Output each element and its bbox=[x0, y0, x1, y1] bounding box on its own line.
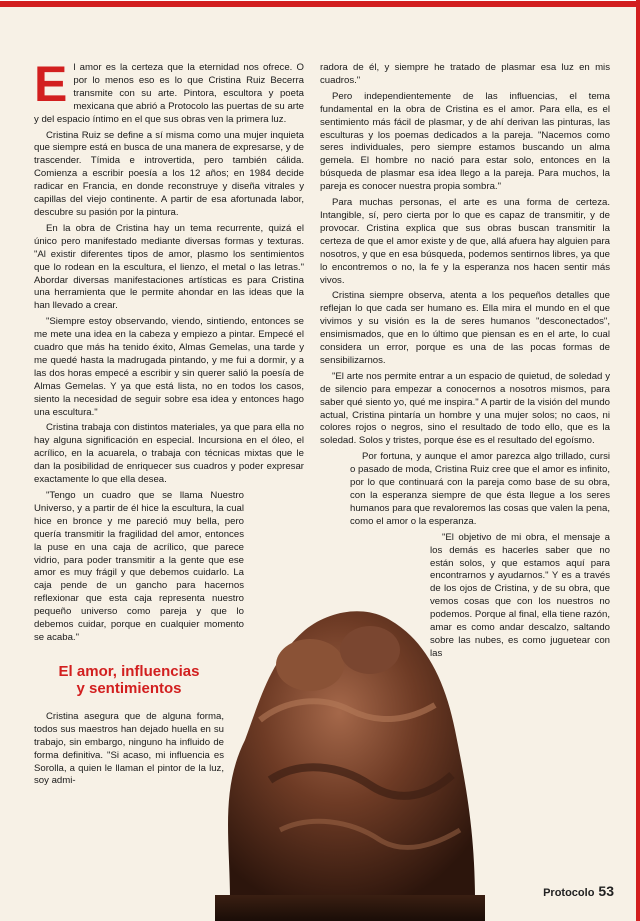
bronze-sculpture-illustration bbox=[190, 590, 500, 921]
page-footer bbox=[543, 883, 614, 899]
top-accent-bar bbox=[0, 0, 640, 7]
paragraph: En la obra de Cristina hay un tema recurrente, quizá el único pero manifestado mediante diversas formas y texturas. "Al existir diferentes tipos de amor, plasmo los sentimientos que lo rodean en la escultura, el lienzo, el metal o las letras." Abordar diversas manifestaciones artísticas es para Cristina una herramienta que le permite ahondar en las ideas que la han llevado a crear. bbox=[34, 222, 304, 312]
paragraph: "Siempre estoy observando, viendo, sintiendo, entonces se me mete una idea en la cabeza y empiezo a pintar. Empecé el cuadro que más ha tenido éxito, Almas Gemelas, una tarde y me quedé hasta la madrugada pintando, y me fui a dormir, y a las dos horas empecé a escribir y sin querer salió la poesía de Almas Gemelas. Y ya que está lista, no en todos los casos, siento la necesidad de seguir sobre esa idea y entonces hago una escultura." bbox=[34, 316, 304, 418]
right-column bbox=[320, 62, 610, 664]
paragraph: "El objetivo de mi obra, el mensaje a los demás es hacerles saber que no están solos, y que estamos aquí para encontrarnos y ayudarnos." Y es a través de los ojos de Cristina, y de su obra, que vemos cosas que con los nuestros no podemos. Porque al final, ella tiene razón, amar es como andar descalzo, saltando sobre las nubes, es como juguetear con las bbox=[430, 531, 610, 659]
page-number: 53 bbox=[598, 883, 614, 899]
paragraph: Cristina asegura que de alguna forma, todos sus maestros han dejado huella en su trabajo, sin embargo, ninguno ha influido de forma definitiva. "Si acaso, mi influencia es Sorolla, a quien le llaman el pintor de la luz, soy admi- bbox=[34, 710, 224, 787]
dropcap: E bbox=[34, 56, 68, 112]
paragraph: "El arte nos permite entrar a un espacio de quietud, de soledad y de silencio para empezar a conocernos a nosotros mismos, para saber qué siento yo, qué me inspira." A partir de la visión del mundo actual, Cristina pintaría un hombre y una mujer solos; no caos, ni colores rojos o negros, sino el resultado de todo ello, que es la soledad. Solos y tristes, porque ése es el resultado del egoísmo. bbox=[320, 370, 610, 447]
magazine-name: Protocolo bbox=[543, 887, 595, 899]
paragraph: radora de él, y siempre he tratado de plasmar esa luz en mis cuadros." bbox=[320, 62, 610, 86]
section-subhead: El amor, influencias y sentimientos bbox=[58, 662, 200, 697]
paragraph: Pero independientemente de las influencias, el tema fundamental en la obra de Cristina es el amor. Para ella, es el sentimiento más fácil de plasmar, y de ahí derivan las pinturas, las esculturas y los poemas dedicados a la pareja. "Nacemos como seres individuales, pero siempre estamos buscando un alma gemela. El hombre no nació para estar solo, entonces en la búsqueda de plasmar esa idea llego a la pareja. Para muchos, la pareja es conocer nuestra propia sombra." bbox=[320, 90, 610, 193]
sculpture-photo bbox=[190, 590, 500, 921]
intro-text: l amor es la certeza que la eternidad nos ofrece. O por lo menos eso es lo que Cristina Ruiz Becerra transmite con su arte. Pintora, escultora y poeta mexicana que abrió a Protocolo las puertas de su arte y del espacio íntimo en el que sus obras ven la primera luz. bbox=[34, 62, 304, 125]
right-accent-edge bbox=[636, 0, 640, 921]
intro-paragraph bbox=[34, 56, 304, 127]
paragraph: Por fortuna, y aunque el amor parezca algo trillado, cursi o pasado de moda, Cristina Ruiz cree que el amor es infinito, por lo que continuará con la pareja como base de su obra, con la esperanza siempre de que ésta llegue a los seres humanos para que revaloremos las cosas que valen la pena, como el amor o la esperanza. bbox=[350, 451, 610, 527]
paragraph: Cristina trabaja con distintos materiales, ya que para ella no hay alguna significación en especial. Incursiona en el óleo, el acrílico, en la acuarela, o trabaja con técnicas mixtas que le dan la posibilidad de enriquecer sus cuadros y poder expresar exactamente lo que ella desea. bbox=[34, 422, 304, 486]
paragraph: "Tengo un cuadro que se llama Nuestro Universo, y a partir de él hice la escultura, la cual hice en bronce y me pareció muy bella, pero quería transmitir la fragilidad del amor, entonces la puse en una caja de acrílico, que parece vidrio, para poder transmitir a la gente que ese amor es muy frágil y que debemos cuidarlo. La caja pende de un gancho para hacernos reflexionar que esta caja representa nuestro pequeño universo como pareja y que lo debemos cuidar, porque en cualquier momento se acaba." bbox=[34, 490, 244, 643]
paragraph: Para muchas personas, el arte es una forma de certeza. Intangible, sí, pero cierta por lo que es capaz de transmitir, y de provocar. Cristina explica que sus obras buscan transmitir la certeza de que el amor existe y de que, allá afuera hay alguien para nosotros, y que en esa búsqueda, podemos sentirnos libres, ya que lo encontremos o no, la fe y la esperanza nos hacen sentir más vivos. bbox=[320, 197, 610, 286]
paragraph: Cristina siempre observa, atenta a los pequeños detalles que reflejan lo que cada ser humano es. Ella mira el mundo en el que vivimos y su visión es la de seres humanos "desconectados", ensimismados, que en lo último que piensan es en el arte, lo cual considera un error, porque es una de las pocas formas de sensibilizarnos. bbox=[320, 290, 610, 366]
paragraph: Cristina Ruiz se define a sí misma como una mujer inquieta que siempre está en busca de una manera de expresarse, y de trascender. Tímida e introvertida, pero también cálida. Comienza a escribir poesía a los 12 años; en 1984 decide radicar en Francia, en donde reconstruye y diseña vitrales y capillas del viejo continente. A partir de esa afortunada labor, descubre su pasión por la pintura. bbox=[34, 129, 304, 218]
